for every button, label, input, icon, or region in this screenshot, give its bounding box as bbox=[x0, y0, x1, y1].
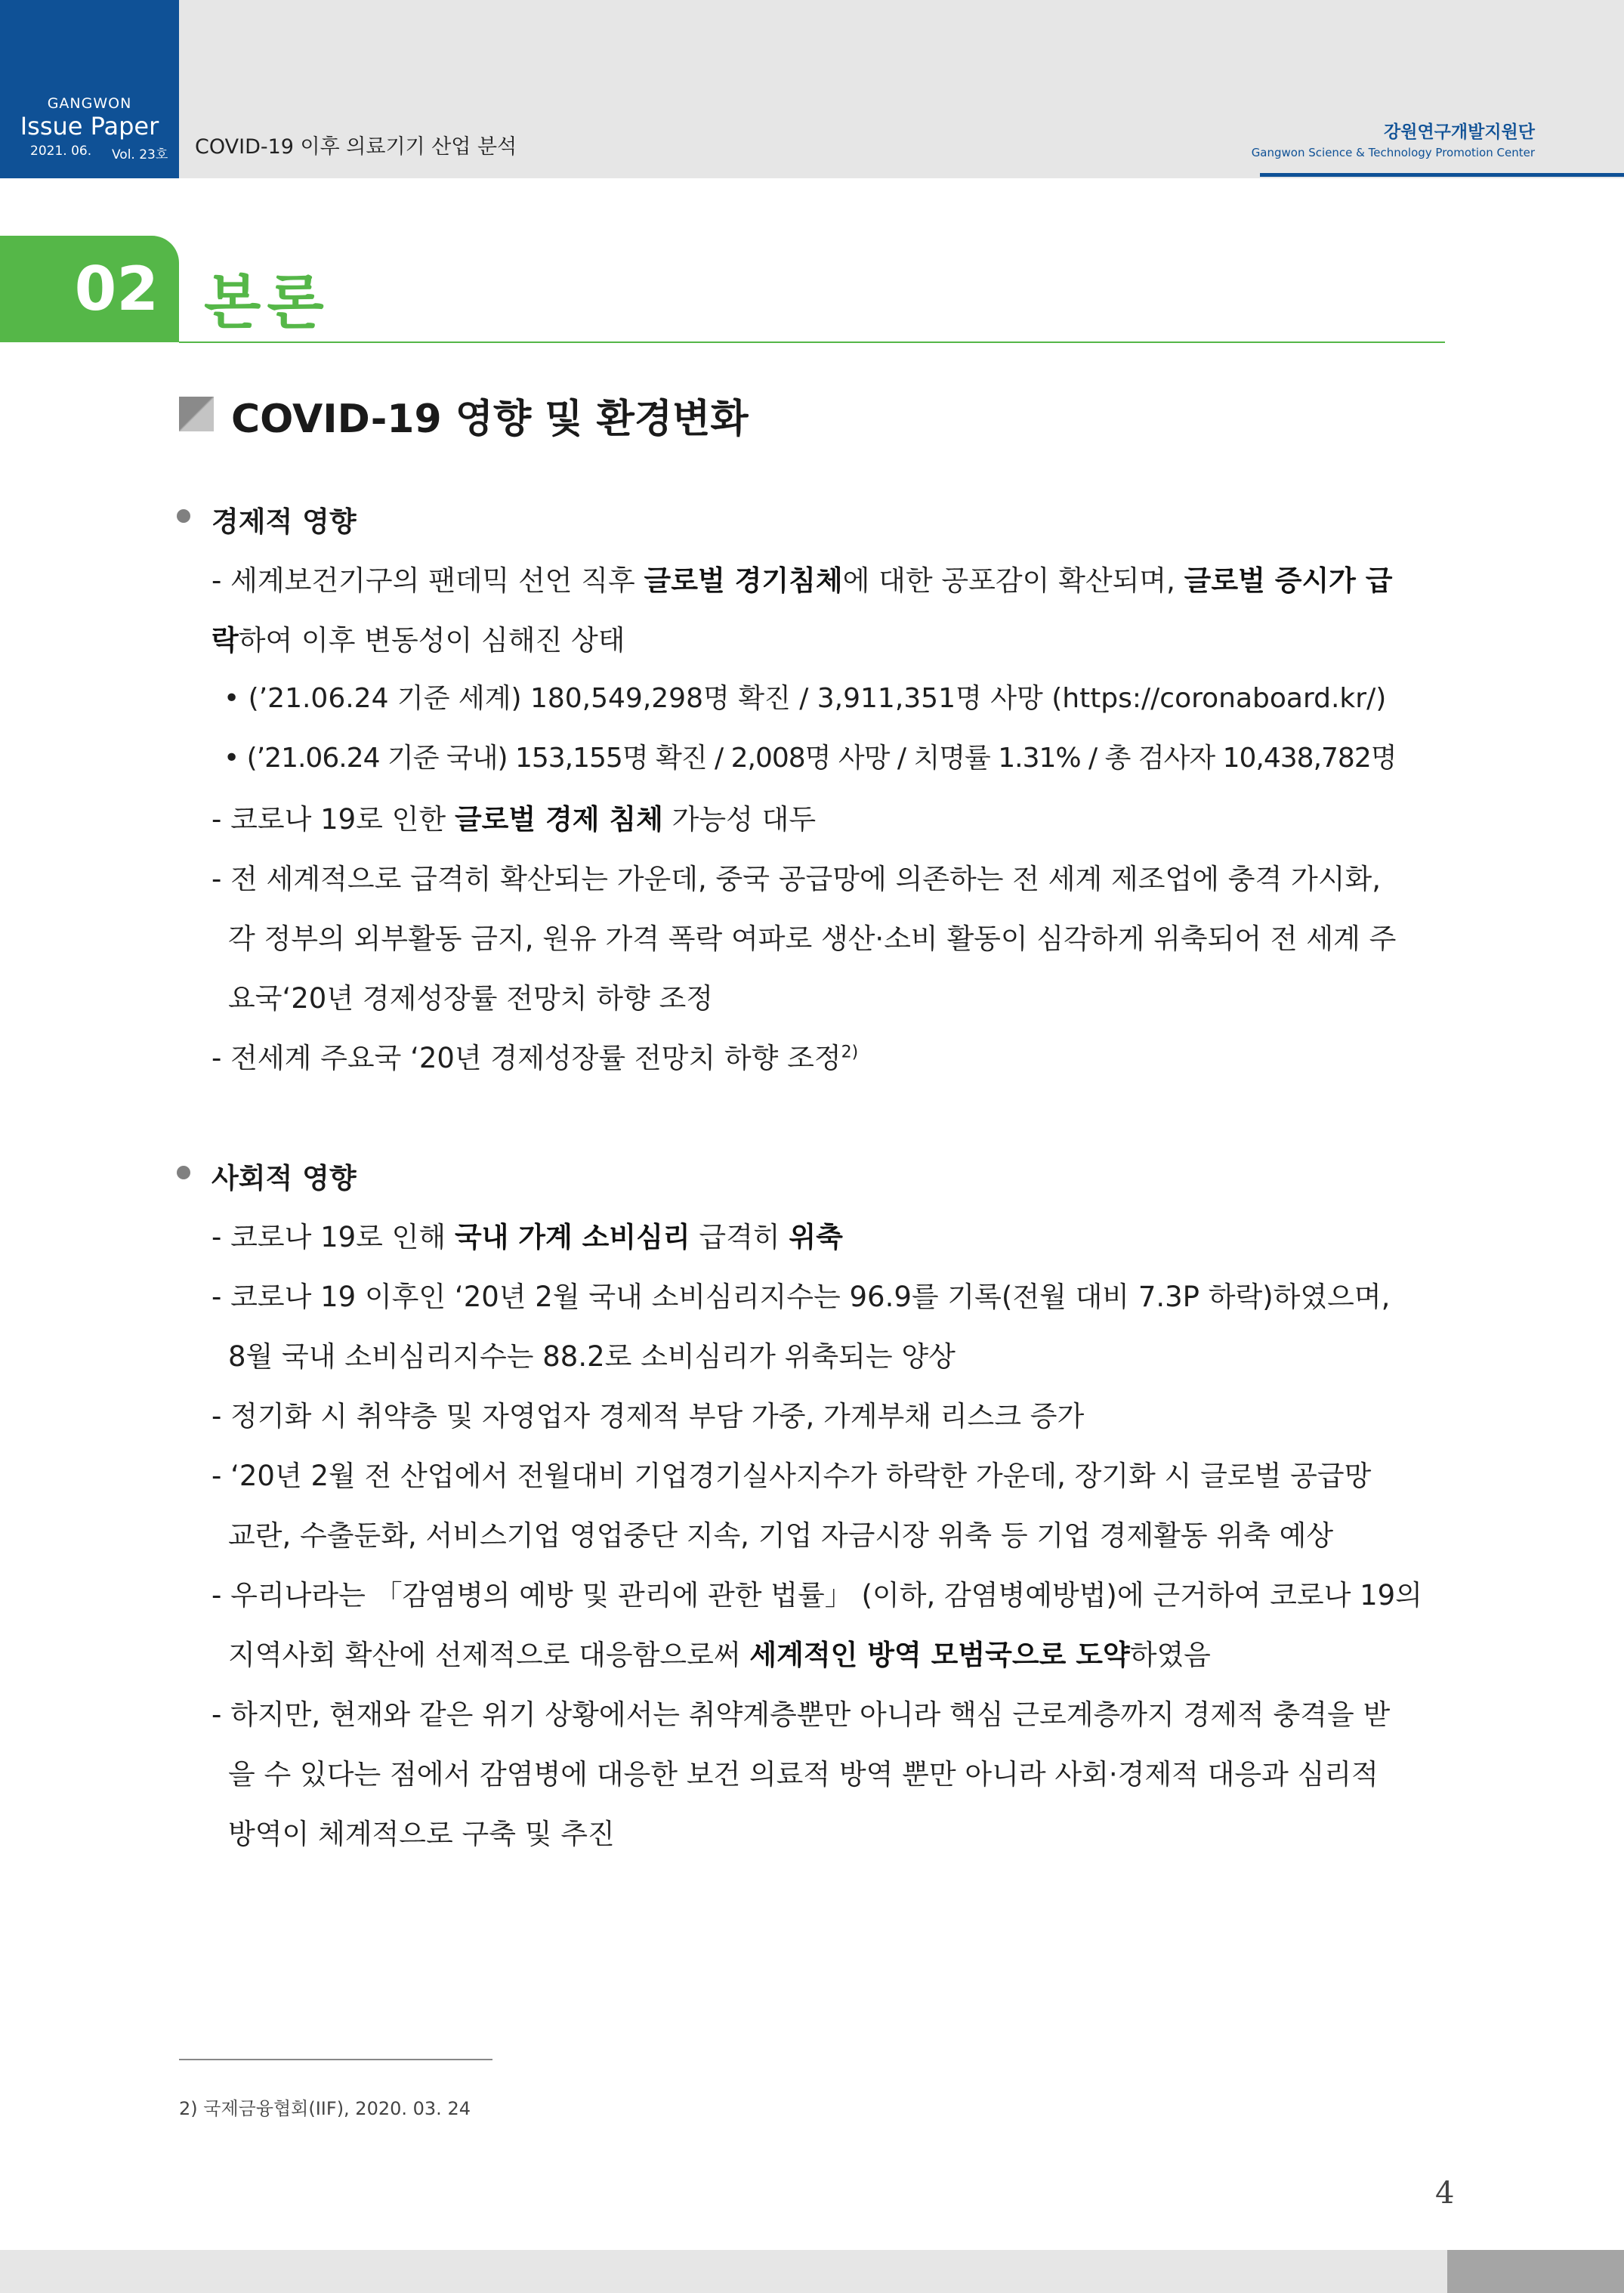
gray-square-icon bbox=[179, 397, 214, 431]
footnote: 2) 국제금융협회(IIF), 2020. 03. 24 bbox=[179, 2098, 471, 2119]
document-title: COVID-19 이후 의료기기 산업 분석 bbox=[195, 135, 517, 159]
brand-top: GANGWON bbox=[47, 95, 132, 112]
footnote-divider bbox=[179, 2059, 492, 2060]
economic-line-5: - 코로나 19로 인한 글로벌 경제 침체 가능성 대두 bbox=[211, 803, 817, 836]
economic-line-9: - 전세계 주요국 ‘20년 경제성장률 전망치 하향 조정$^{2)}$ bbox=[211, 1042, 859, 1074]
economic-line-3: • (’21.06.24 기준 세계) 180,549,298명 확진 / 3,911,351명 사망 (https://coronaboard.kr/) bbox=[224, 683, 1387, 714]
social-line-8: 지역사회 확산에 선제적으로 대응함으로써 세계적인 방역 모범국으로 도약하였음 bbox=[228, 1639, 1211, 1671]
economic-line-6: - 전 세계적으로 급격히 확산되는 가운데, 중국 공급망에 의존하는 전 세계 제조업에 충격 가시화, bbox=[211, 863, 1381, 895]
footer-accent bbox=[1447, 2250, 1624, 2293]
brand-volume: Vol. 23호 bbox=[112, 147, 168, 162]
section-divider bbox=[179, 341, 1445, 343]
bullet-dot-icon bbox=[177, 1166, 190, 1179]
social-line-9: - 하지만, 현재와 같은 위기 상황에서는 취약계층뿐만 아니라 핵심 근로계층까지 경제적 충격을 받 bbox=[211, 1698, 1391, 1731]
social-line-5: - ‘20년 2월 전 산업에서 전월대비 기업경기실사지수가 하락한 가운데, 장기화 시 글로벌 공급망 bbox=[211, 1460, 1372, 1492]
economic-line-4: • (’21.06.24 기준 국내) 153,155명 확진 / 2,008명 사망 / 치명률 1.31% / 총 검사자 10,438,782명 bbox=[224, 743, 1397, 774]
org-underline bbox=[1260, 173, 1624, 177]
brand-logo bbox=[0, 0, 179, 178]
org-name-english: Gangwon Science & Technology Promotion Center bbox=[1251, 146, 1535, 159]
social-line-7: - 우리나라는 「감염병의 예방 및 관리에 관한 법률」 (이하, 감염병예방법)에 근거하여 코로나 19의 bbox=[211, 1579, 1422, 1612]
economic-line-8: 요국‘20년 경제성장률 전망치 하향 조정 bbox=[228, 982, 714, 1015]
social-heading: 사회적 영향 bbox=[211, 1162, 357, 1194]
social-line-3: 8월 국내 소비심리지수는 88.2로 소비심리가 위축되는 양상 bbox=[228, 1340, 956, 1373]
economic-heading: 경제적 영향 bbox=[211, 505, 357, 538]
social-line-6: 교란, 수출둔화, 서비스기업 영업중단 지속, 기업 자금시장 위축 등 기업 경제활동 위축 예상 bbox=[228, 1519, 1334, 1552]
footer-band bbox=[0, 2250, 1624, 2293]
social-line-11: 방역이 체계적으로 구축 및 추진 bbox=[228, 1818, 615, 1850]
page-number: 4 bbox=[1435, 2176, 1455, 2211]
footnote-ref: 2) bbox=[841, 1043, 859, 1062]
social-line-10: 을 수 있다는 점에서 감염병에 대응한 보건 의료적 방역 뿐만 아니라 사회·경제적 대응과 심리적 bbox=[228, 1758, 1379, 1791]
bullet-dot-icon bbox=[177, 509, 190, 523]
economic-line-7: 각 정부의 외부활동 금지, 원유 가격 폭락 여파로 생산·소비 활동이 심각하게 위축되어 전 세계 주 bbox=[228, 922, 1397, 955]
section-title: 본론 bbox=[204, 269, 330, 337]
org-name-korean: 강원연구개발지원단 bbox=[1384, 122, 1535, 142]
brand-title: Issue Paper bbox=[20, 112, 159, 141]
economic-line-2: 락하여 이후 변동성이 심해진 상태 bbox=[211, 624, 625, 657]
subheading-title: COVID-19 영향 및 환경변화 bbox=[231, 397, 749, 442]
section-number: 02 bbox=[74, 254, 159, 324]
brand-issue-date: 2021. 06. bbox=[30, 144, 92, 159]
social-line-4: - 정기화 시 취약층 및 자영업자 경제적 부담 가중, 가계부채 리스크 증가 bbox=[211, 1400, 1085, 1432]
social-line-2: - 코로나 19 이후인 ‘20년 2월 국내 소비심리지수는 96.9를 기록(전월 대비 7.3P 하락)하였으며, bbox=[211, 1281, 1391, 1313]
economic-line-1: - 세계보건기구의 팬데믹 선언 직후 글로벌 경기침체에 대한 공포감이 확산되며, 글로벌 증시가 급 bbox=[211, 564, 1393, 597]
social-line-1: - 코로나 19로 인해 국내 가계 소비심리 급격히 위축 bbox=[211, 1221, 843, 1253]
